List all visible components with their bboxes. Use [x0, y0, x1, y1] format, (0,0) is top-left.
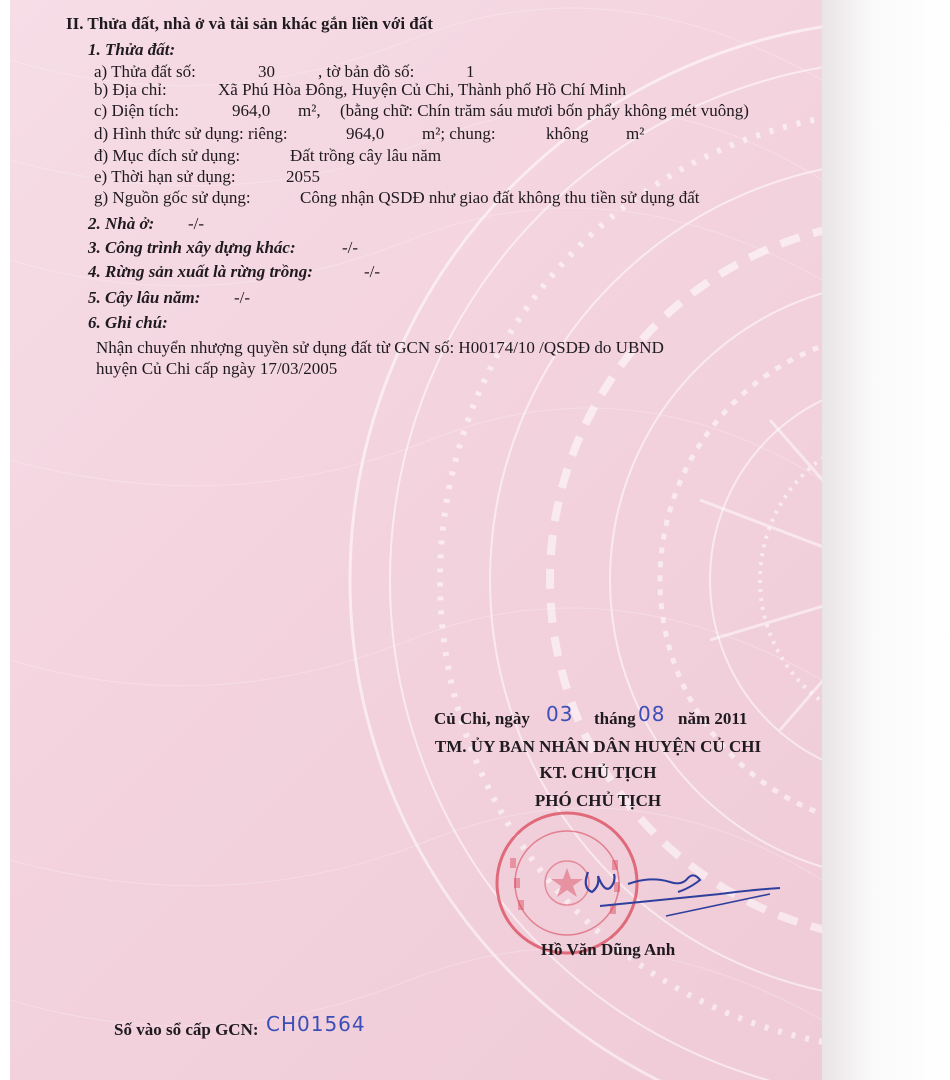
handwritten-signature: [570, 858, 790, 928]
origin-value: Công nhận QSDĐ như giao đất không thu tiền sử dụng đất: [300, 188, 700, 207]
registry-number: CH01564: [266, 1012, 366, 1036]
signatory-title-2: PHÓ CHỦ TỊCH: [534, 791, 662, 810]
usage-shared-label: m²; chung:: [422, 124, 496, 143]
map-sheet-label: , tờ bản đồ số:: [318, 62, 415, 81]
signatory-organization: TM. ỦY BAN NHÂN DÂN HUYỆN CỦ CHI: [434, 737, 762, 756]
term-label: e) Thời hạn sử dụng:: [94, 167, 236, 186]
notes-label: 6. Ghi chú:: [88, 313, 168, 332]
area-value: 964,0: [232, 101, 271, 120]
usage-private-value: 964,0: [346, 124, 385, 143]
construction-value: -/-: [342, 238, 359, 257]
notes-line-2: huyện Củ Chi cấp ngày 17/03/2005: [96, 359, 338, 378]
origin-label: g) Nguồn gốc sử dụng:: [94, 188, 251, 207]
date-prefix: Củ Chi, ngày: [434, 709, 530, 728]
land-plot-value: 30: [258, 62, 275, 81]
certificate-page: [10, 0, 823, 1080]
purpose-label: đ) Mục đích sử dụng:: [94, 146, 241, 165]
purpose-value: Đất trồng cây lâu năm: [290, 146, 442, 165]
area-label: c) Diện tích:: [94, 101, 179, 120]
signatory-title-1: KT. CHỦ TỊCH: [539, 763, 657, 782]
perennial-value: -/-: [234, 288, 251, 307]
area-unit: m²,: [298, 101, 321, 120]
date-month: 08: [638, 702, 666, 726]
area-in-words: (bằng chữ: Chín trăm sáu mươi bốn phẩy không mét vuông): [340, 101, 749, 120]
construction-label: 3. Công trình xây dựng khác:: [88, 238, 296, 257]
address-value: Xã Phú Hòa Đông, Huyện Củ Chi, Thành phố Hồ Chí Minh: [218, 80, 627, 99]
certificate-content: [10, 0, 822, 1080]
date-day: 03: [546, 702, 574, 726]
section-title: II. Thửa đất, nhà ở và tài sản khác gắn liền với đất: [66, 14, 433, 33]
date-month-label: tháng: [594, 709, 636, 728]
notes-line-1: Nhận chuyển nhượng quyền sử dụng đất từ GCN số: H00174/10 /QSDĐ do UBND: [96, 338, 664, 357]
map-sheet-value: 1: [466, 62, 475, 81]
house-label: 2. Nhà ở:: [88, 214, 155, 233]
forest-label: 4. Rừng sản xuất là rừng trồng:: [88, 262, 313, 281]
registry-label: Số vào sổ cấp GCN:: [114, 1020, 259, 1039]
perennial-label: 5. Cây lâu năm:: [88, 288, 201, 307]
land-plot-label: a) Thửa đất số:: [94, 62, 196, 81]
usage-form-label: d) Hình thức sử dụng: riêng:: [94, 124, 288, 143]
term-value: 2055: [286, 167, 320, 186]
usage-shared-value: không: [546, 124, 589, 143]
house-value: -/-: [188, 214, 205, 233]
scan-margin: [822, 0, 950, 1080]
usage-shared-unit: m²: [626, 124, 645, 143]
date-year: năm 2011: [678, 709, 748, 728]
address-label: b) Địa chỉ:: [94, 80, 167, 99]
signatory-name: Hồ Văn Dũng Anh: [540, 940, 676, 959]
land-heading: 1. Thửa đất:: [88, 40, 176, 59]
forest-value: -/-: [364, 262, 381, 281]
